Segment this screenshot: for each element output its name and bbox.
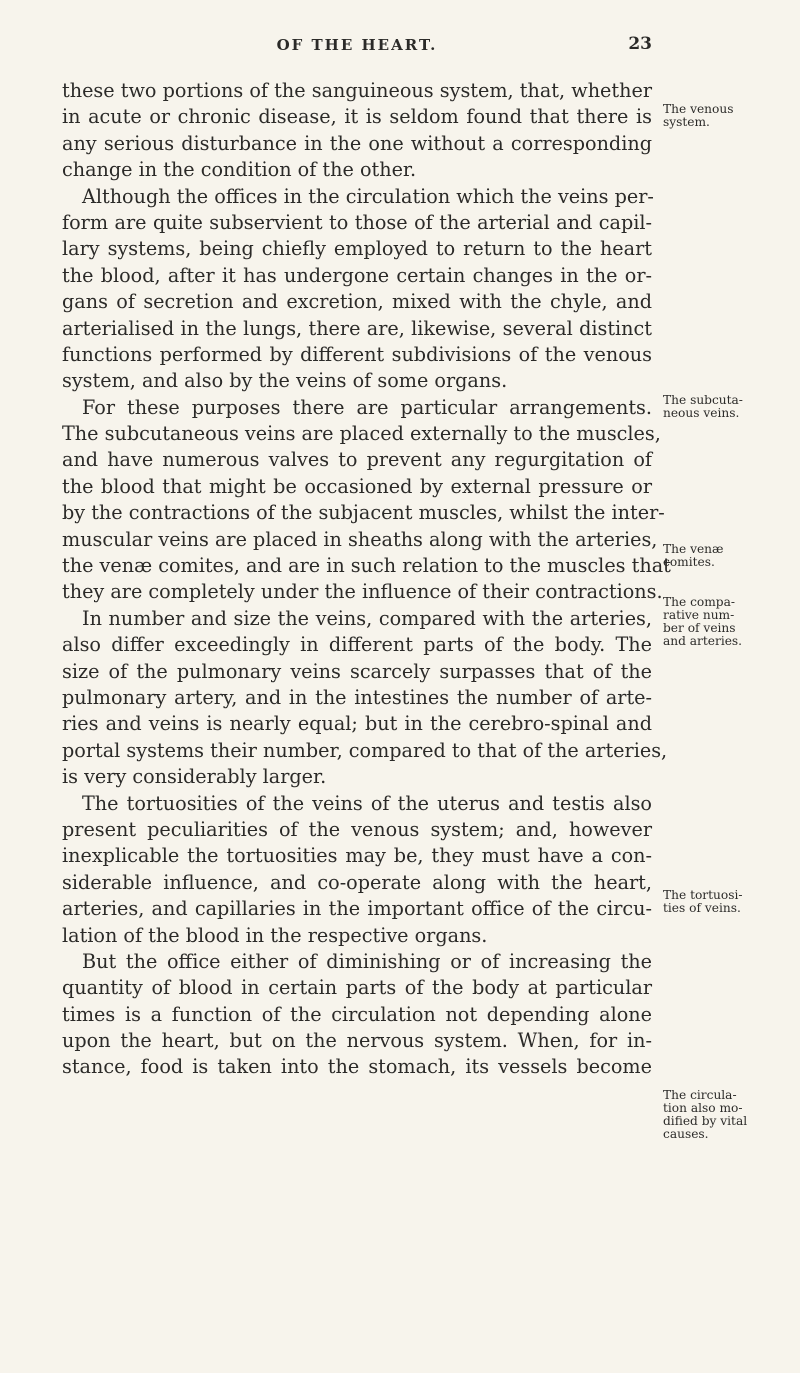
text-line: In number and size the veins, compared with the arteries,	[82, 606, 652, 630]
text-line: pulmonary artery, and in the intestines the number of arte-	[62, 685, 652, 709]
text-line: form are quite subservient to those of the arterial and capil-	[62, 210, 652, 234]
margin-note	[663, 889, 793, 915]
text-line: change in the condition of the other.	[62, 158, 417, 182]
main-text	[62, 78, 671, 1081]
text-line: the venæ comites, and are in such relation to the muscles that	[62, 554, 671, 578]
margin-note-line: tion also mo-	[663, 1101, 743, 1115]
text-line: inexplicable the tortuosities may be, they must have a con-	[62, 844, 652, 868]
text-line: size of the pulmonary veins scarcely surpasses that of the	[62, 659, 652, 683]
margin-note-line: dified by vital	[663, 1114, 748, 1128]
text-line: is very considerably larger.	[62, 765, 327, 789]
running-title: OF THE HEART.	[276, 36, 438, 54]
page-number: 23	[628, 34, 652, 54]
text-line: system, and also by the veins of some organs.	[62, 369, 508, 393]
text-line: portal systems their number, compared to that of the arteries,	[62, 738, 668, 762]
text-line: in acute or chronic disease, it is seldom found that there is	[62, 105, 652, 129]
margin-note-line: The circula-	[663, 1088, 737, 1102]
text-line: functions performed by different subdivisions of the venous	[62, 342, 652, 366]
margin-note	[663, 103, 793, 129]
text-line: The subcutaneous veins are placed externally to the muscles,	[62, 422, 661, 446]
text-line: stance, food is taken into the stomach, its vessels become	[62, 1055, 652, 1079]
margin-note	[663, 394, 793, 420]
text-line: any serious disturbance in the one without a corresponding	[62, 131, 652, 155]
text-line: upon the heart, but on the nervous system. When, for in-	[62, 1029, 652, 1053]
margin-note-line: The venæ	[663, 542, 724, 556]
text-line: these two portions of the sanguineous system, that, whether	[62, 79, 652, 102]
text-line: quantity of blood in certain parts of the body at particular	[62, 976, 652, 1000]
margin-note-line: comites.	[663, 555, 715, 569]
text-line: they are completely under the influence of their contractions.	[62, 580, 663, 604]
margin-note-line: The tortuosi-	[663, 888, 743, 902]
text-line: lation of the blood in the respective organs.	[62, 923, 488, 947]
margin-note	[663, 543, 793, 569]
text-line: The tortuosities of the veins of the uterus and testis also	[82, 791, 652, 815]
text-line: Although the offices in the circulation which the veins per-	[82, 184, 654, 208]
text-line: ries and veins is nearly equal; but in the cerebro-spinal and	[62, 712, 652, 736]
margin-note-line: system.	[663, 115, 710, 129]
text-line: siderable influence, and co-operate along with the heart,	[62, 870, 652, 894]
text-line: arterialised in the lungs, there are, likewise, several distinct	[62, 316, 652, 340]
margin-note-line: neous veins.	[663, 406, 740, 420]
text-line: the blood, after it has undergone certain changes in the or-	[62, 263, 652, 287]
margin-note-line: The compa-	[663, 595, 735, 609]
text-line: arteries, and capillaries in the important office of the circu-	[62, 897, 652, 921]
text-line: muscular veins are placed in sheaths along with the arteries,	[62, 527, 658, 551]
text-line: lary systems, being chiefly employed to return to the heart	[62, 237, 652, 261]
text-line: present peculiarities of the venous system; and, however	[62, 817, 652, 841]
margin-note	[663, 1089, 793, 1141]
margin-note	[663, 596, 793, 648]
text-line: gans of secretion and excretion, mixed with the chyle, and	[62, 290, 652, 314]
text-line: the blood that might be occasioned by external pressure or	[62, 474, 652, 498]
text-line: also differ exceedingly in different parts of the body. The	[62, 633, 652, 657]
margin-note-line: rative num-	[663, 608, 735, 622]
text-line: times is a function of the circulation not depending alone	[62, 1002, 652, 1026]
margin-note-line: The venous	[663, 102, 734, 116]
text-line: But the office either of diminishing or of increasing the	[82, 949, 652, 973]
margin-note-line: ber of veins	[663, 621, 736, 635]
margin-note-line: ties of veins.	[663, 901, 741, 915]
margin-note-line: causes.	[663, 1127, 709, 1141]
running-header	[62, 36, 652, 54]
text-line: and have numerous valves to prevent any regurgitation of	[62, 448, 652, 472]
margin-note-line: and arteries.	[663, 634, 743, 648]
text-line: For these purposes there are particular arrangements.	[82, 395, 652, 419]
text-line: by the contractions of the subjacent muscles, whilst the inter-	[62, 501, 665, 525]
margin-note-line: The subcuta-	[663, 393, 743, 407]
